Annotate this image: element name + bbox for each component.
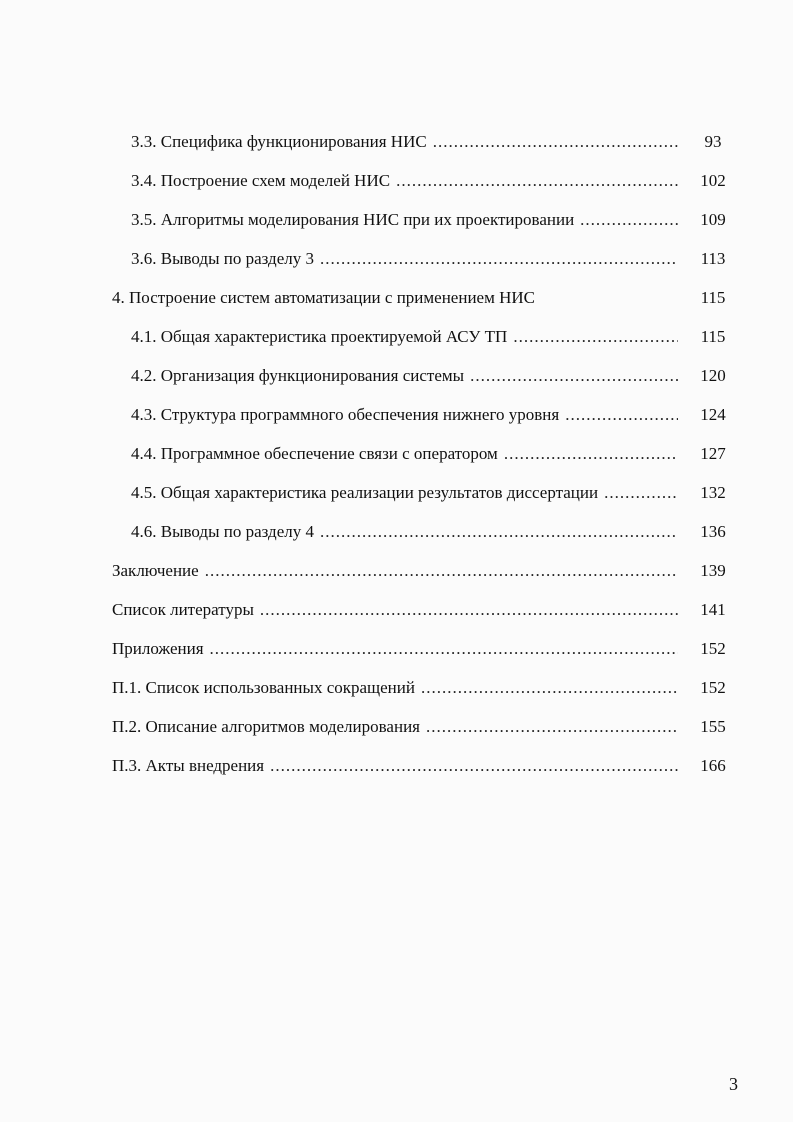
- toc-dot-leader: [604, 480, 678, 506]
- toc-dot-leader: [504, 441, 678, 467]
- toc-dot-leader: [426, 714, 678, 740]
- toc-entry: [112, 636, 684, 662]
- toc-entry-title: 3.5. Алгоритмы моделирования НИС при их проектировании: [131, 210, 575, 229]
- toc-entry-page: 102: [700, 171, 726, 190]
- toc-dot-leader: [513, 324, 678, 350]
- toc-entry: [131, 480, 684, 506]
- toc-entry-page: 124: [700, 405, 726, 424]
- toc-entry-title: П.1. Список использованных сокращений: [112, 678, 415, 697]
- toc-entry: [131, 207, 684, 233]
- toc-entry-page: 115: [700, 327, 726, 346]
- toc-section-heading: [112, 285, 684, 311]
- toc-entry-page: 155: [700, 717, 726, 736]
- toc-entry-title: 4.3. Структура программного обеспечения нижнего уровня: [131, 405, 560, 424]
- toc-dot-leader: [205, 558, 678, 584]
- toc-entry-page: 139: [700, 561, 726, 580]
- toc-dot-leader: [470, 363, 678, 389]
- toc-entry-title: 4.2. Организация функционирования системы: [131, 366, 465, 385]
- toc-entry-page: 136: [700, 522, 726, 541]
- toc-dot-leader: [565, 402, 678, 428]
- toc-entry-title: 4.4. Программное обеспечение связи с оператором: [131, 444, 498, 463]
- toc-dot-leader: [421, 675, 678, 701]
- toc-entry-title: П.3. Акты внедрения: [112, 756, 265, 775]
- toc-entry-title: Заключение: [112, 561, 199, 580]
- toc-entry: [131, 246, 684, 272]
- toc-entry-page: 152: [700, 678, 726, 697]
- toc-entry: [112, 675, 684, 701]
- toc-entry-page: 132: [700, 483, 726, 502]
- toc-entry: [131, 363, 684, 389]
- toc-dot-leader: [270, 753, 678, 779]
- toc-entry-page: 141: [700, 600, 726, 619]
- toc-entry: [131, 129, 684, 155]
- toc-entry-page: 109: [700, 210, 726, 229]
- toc-dot-leader: [580, 207, 678, 233]
- toc-dot-leader: [210, 636, 678, 662]
- toc-entry: [131, 168, 684, 194]
- toc-dot-leader: [320, 519, 678, 545]
- toc-entry-title: П.2. Описание алгоритмов моделирования: [112, 717, 420, 736]
- toc-entry-title: 3.6. Выводы по разделу 3: [131, 249, 314, 268]
- toc-entry-title: 4.5. Общая характеристика реализации результатов диссертации: [131, 483, 599, 502]
- toc-entry-page: 152: [700, 639, 726, 658]
- toc-entry-title: Список литературы: [112, 600, 254, 619]
- toc-entry: [112, 558, 684, 584]
- toc-entry: [112, 714, 684, 740]
- toc-entry-title: 4.1. Общая характеристика проектируемой АСУ ТП: [131, 327, 508, 346]
- page-number: 3: [729, 1074, 738, 1094]
- toc-dot-leader: [396, 168, 678, 194]
- toc-entry-title: 3.4. Построение схем моделей НИС: [131, 171, 391, 190]
- toc-entry: [112, 753, 684, 779]
- toc-entry-title: 4.6. Выводы по разделу 4: [131, 522, 314, 541]
- toc-entry-title: Приложения: [112, 639, 204, 658]
- toc-entry-title: 4. Построение систем автоматизации с применением НИС: [112, 288, 535, 307]
- toc-dot-leader: [320, 246, 678, 272]
- toc-entry-title: 3.3. Специфика функционирования НИС: [131, 132, 427, 151]
- toc-entry-page: 93: [704, 132, 722, 151]
- toc-entry: [131, 402, 684, 428]
- toc-entry-page: 113: [700, 249, 726, 268]
- toc-entry-page: 120: [700, 366, 726, 385]
- toc-dot-leader: [433, 129, 678, 155]
- toc-dot-leader: [260, 597, 678, 623]
- toc-entry-page: 127: [700, 444, 726, 463]
- toc-entry: [131, 519, 684, 545]
- toc-entry-page: 115: [700, 288, 726, 307]
- toc-entry-page: 166: [700, 756, 726, 775]
- toc-entry: [131, 441, 684, 467]
- toc-entry: [131, 324, 684, 350]
- toc-entry: [112, 597, 684, 623]
